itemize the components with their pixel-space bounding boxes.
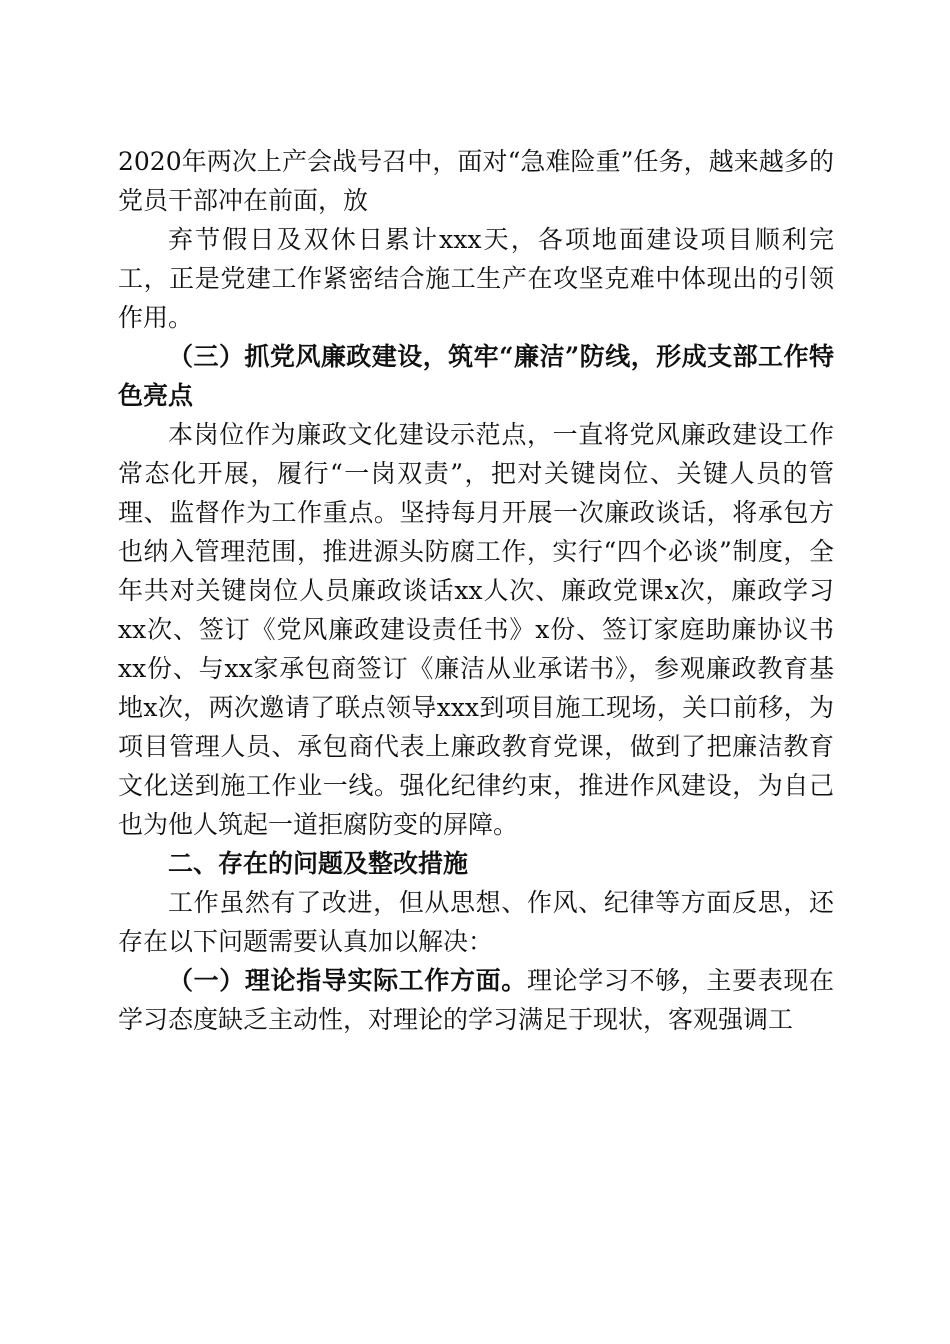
subsection-lead-theory: （一）理论指导实际工作方面。: [168, 966, 527, 995]
paragraph-integrity-work: 本岗位作为廉政文化建设示范点，一直将党风廉政建设工作常态化开展，履行“一岗双责”，把对关键岗位、关键人员的管理、监督作为工作重点。坚持每月开展一次廉政谈话，将承包方也纳入管理范围，推进源头防腐工作，实行“四个必谈”制度，全年共对关键岗位人员廉政谈话xx人次、廉政党课x次，廉政学习xx次、签订《党风廉政建设责任书》x份、签订家庭助廉协议书xx份、与xx家承包商签订《廉洁从业承诺书》，参观廉政教育基地x次，两次邀请了联点领导xxx到项目施工现场，关口前移，为项目管理人员、承包商代表上廉政教育党课，做到了把廉洁教育文化送到施工作业一线。强化纪律约束，推进作风建设，为自己也为他人筑起一道拒腐防变的屏障。: [118, 420, 834, 839]
document-page: [118, 142, 834, 1039]
paragraph-theory-text: 理论学习不够，主要表现在学习态度缺乏主动性，对理论的学习满足于现状，客观强调工: [118, 966, 834, 1034]
paragraph-theory-issue: [118, 961, 834, 1039]
paragraph-problems-intro: 工作虽然有了改进，但从思想、作风、纪律等方面反思，还存在以下问题需要认真加以解决：: [118, 888, 834, 956]
section-heading-problems: 二、存在的问题及整改措施: [168, 849, 469, 878]
paragraph-holiday-work: 弃节假日及双休日累计xxx天，各项地面建设项目顺利完工，正是党建工作紧密结合施工生产在攻坚克难中体现出的引领作用。: [118, 225, 834, 332]
section-heading-integrity: （三）抓党风廉政建设，筑牢“廉洁”防线，形成支部工作特色亮点: [118, 342, 834, 410]
paragraph-continuation: 2020年两次上产会战号召中，面对“急难险重”任务，越来越多的党员干部冲在前面，放: [118, 147, 834, 215]
